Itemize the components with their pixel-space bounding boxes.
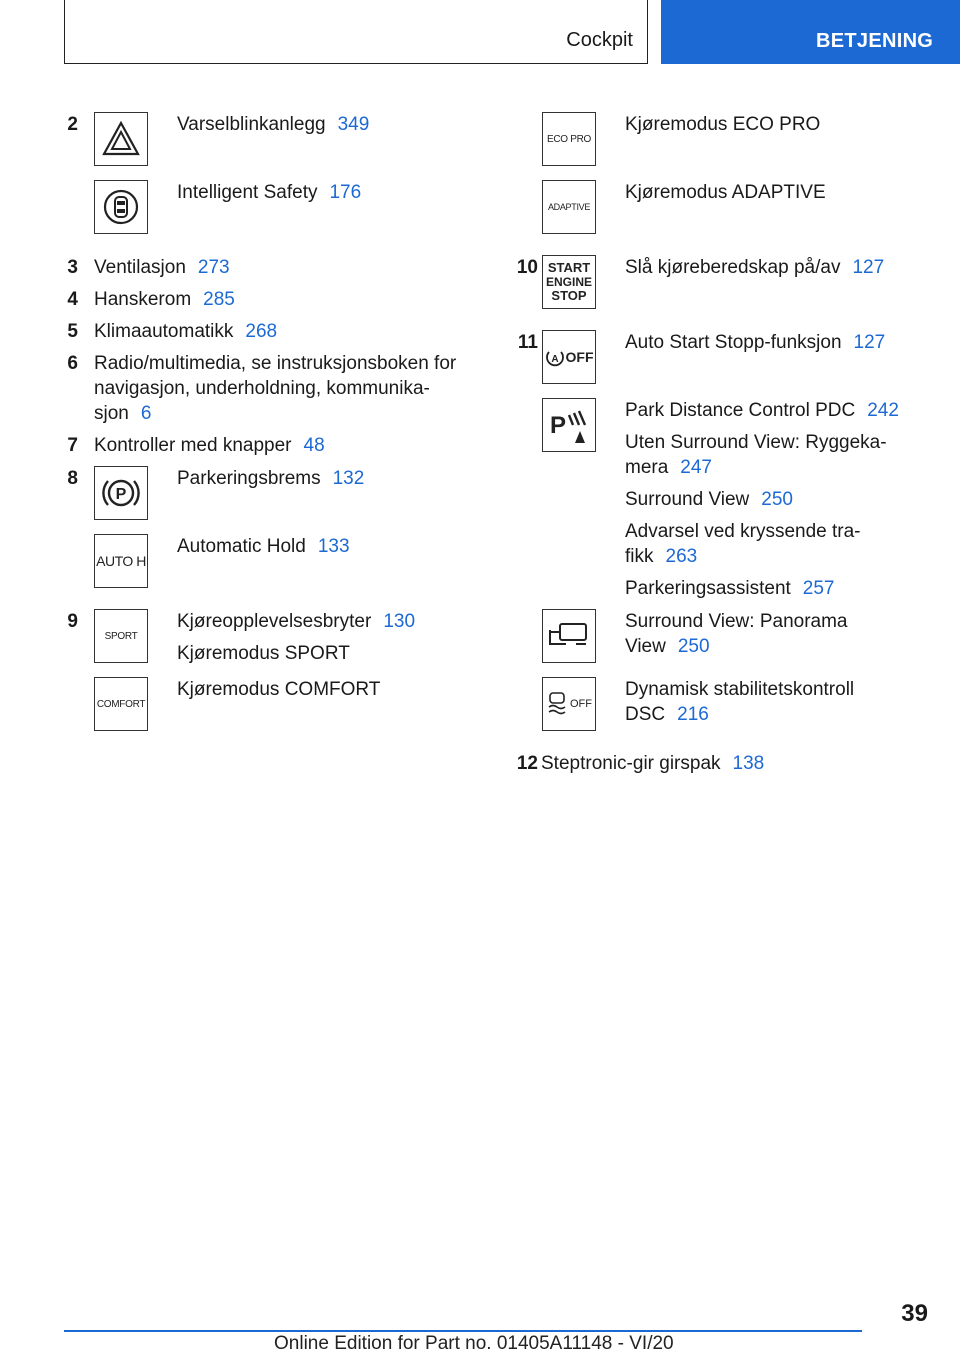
page-ref-link[interactable]: 138 <box>732 753 765 774</box>
entry-panorama-view: Surround View: Panorama View 250 <box>625 611 848 657</box>
chapter-title: BETJENING <box>816 30 934 52</box>
header-section-box <box>64 0 648 64</box>
item-number-10: 10 <box>516 257 538 278</box>
park-distance-control-icon <box>542 398 596 452</box>
item-number-4: 4 <box>67 289 78 310</box>
entry-automatic-hold: Automatic Hold 133 <box>177 536 350 557</box>
page-ref-link[interactable]: 349 <box>337 114 370 135</box>
page-ref-link[interactable]: 250 <box>761 489 793 510</box>
page-ref-link[interactable]: 216 <box>677 704 709 725</box>
item-number-5: 5 <box>67 321 78 342</box>
entry-steptronic: Steptronic-gir girspak 138 <box>541 753 765 774</box>
item-number-8: 8 <box>67 468 78 489</box>
page-ref-link[interactable]: 127 <box>852 257 885 278</box>
page-ref-link[interactable]: 257 <box>802 578 835 599</box>
item-number-12: 12 <box>516 753 538 774</box>
page-ref-link[interactable]: 247 <box>680 457 712 478</box>
entry-kontroller: Kontroller med knapper 48 <box>94 435 325 456</box>
page-number: 39 <box>901 1300 928 1327</box>
entry-hanskerom: Hanskerom 285 <box>94 289 235 310</box>
eco-pro-mode-icon: ECO PRO <box>542 112 596 166</box>
adaptive-mode-icon: ADAPTIVE <box>542 180 596 234</box>
hazard-warning-icon <box>94 112 148 166</box>
entry-varselblinkanlegg: Varselblinkanlegg 349 <box>177 114 370 135</box>
page-ref-link[interactable]: 273 <box>197 257 230 278</box>
svg-text:A: A <box>550 354 559 365</box>
sport-mode-icon: SPORT <box>94 609 148 663</box>
svg-text:P: P <box>550 412 567 439</box>
surround-view-panorama-icon <box>542 609 596 663</box>
page-ref-link[interactable]: 127 <box>853 332 886 353</box>
comfort-mode-icon: COMFORT <box>94 677 148 731</box>
entry-auto-start-stopp: Auto Start Stopp-funksjon 127 <box>625 332 886 353</box>
entry-dsc: Dynamisk stabilitetskontroll DSC 216 <box>625 679 855 725</box>
item-number-6: 6 <box>67 353 78 374</box>
entry-parkeringsbrems: Parkeringsbrems 132 <box>177 468 365 489</box>
item-number-3: 3 <box>67 257 78 278</box>
page-ref-link[interactable]: 48 <box>303 435 325 456</box>
page-ref-link[interactable]: 133 <box>317 536 350 557</box>
entry-adaptive: Kjøremodus ADAPTIVE <box>625 182 826 203</box>
page-ref-link[interactable]: 263 <box>665 546 698 567</box>
auto-hold-icon: AUTO H <box>94 534 148 588</box>
entry-start-stop: Slå kjøreberedskap på/av 127 <box>625 257 885 278</box>
entry-sport: Kjøremodus SPORT <box>177 643 350 664</box>
section-title: Cockpit <box>566 29 633 51</box>
entry-ventilasjon: Ventilasjon 273 <box>94 257 230 278</box>
item-number-2: 2 <box>67 114 78 135</box>
entry-eco-pro: Kjøremodus ECO PRO <box>625 114 821 135</box>
entry-klimaautomatikk: Klimaautomatikk 268 <box>94 321 278 342</box>
entry-pdc-group: Park Distance Control PDC 242 Uten Surround View: Ryggeka‐ mera 247 Surround View 250 Advarsel ved kryssende tra‐ fikk 263 Parkeringsassistent 257 <box>625 400 899 599</box>
page-ref-link[interactable]: 6 <box>140 403 152 424</box>
svg-text:P: P <box>115 486 127 503</box>
start-engine-stop-icon: START ENGINE STOP <box>542 255 596 309</box>
parking-brake-icon <box>94 466 148 520</box>
intelligent-safety-icon <box>94 180 148 234</box>
page-ref-link[interactable]: 268 <box>245 321 278 342</box>
item-number-11: 11 <box>517 332 538 353</box>
page-ref-link[interactable]: 250 <box>677 636 710 657</box>
entry-kjoreopplevelsesbryter: Kjøreopplevelsesbryter 130 Kjøremodus SPORT <box>177 611 416 664</box>
entry-intelligent-safety: Intelligent Safety 176 <box>177 182 362 203</box>
auto-start-stop-off-icon: A OFF <box>542 330 596 384</box>
footer-divider <box>64 1330 862 1332</box>
item-number-7: 7 <box>67 435 78 456</box>
footer-edition: Online Edition for Part no. 01405A11148 - VI/20 <box>274 1333 674 1354</box>
entry-comfort: Kjøremodus COMFORT <box>177 679 381 700</box>
header-chapter-tab[interactable] <box>661 0 960 64</box>
item-number-9: 9 <box>67 611 78 632</box>
page-ref-link[interactable]: 176 <box>329 182 362 203</box>
dsc-off-icon: OFF <box>542 677 596 731</box>
page-ref-link[interactable]: 242 <box>867 400 899 421</box>
entry-radio-multimedia: Radio/multimedia, se instruksjonsboken for navigasjon, underholdning, kommunika‐ sjon 6 <box>94 353 457 424</box>
page-ref-link[interactable]: 130 <box>383 611 416 632</box>
page-ref-link[interactable]: 285 <box>203 289 235 310</box>
page-ref-link[interactable]: 132 <box>332 468 365 489</box>
